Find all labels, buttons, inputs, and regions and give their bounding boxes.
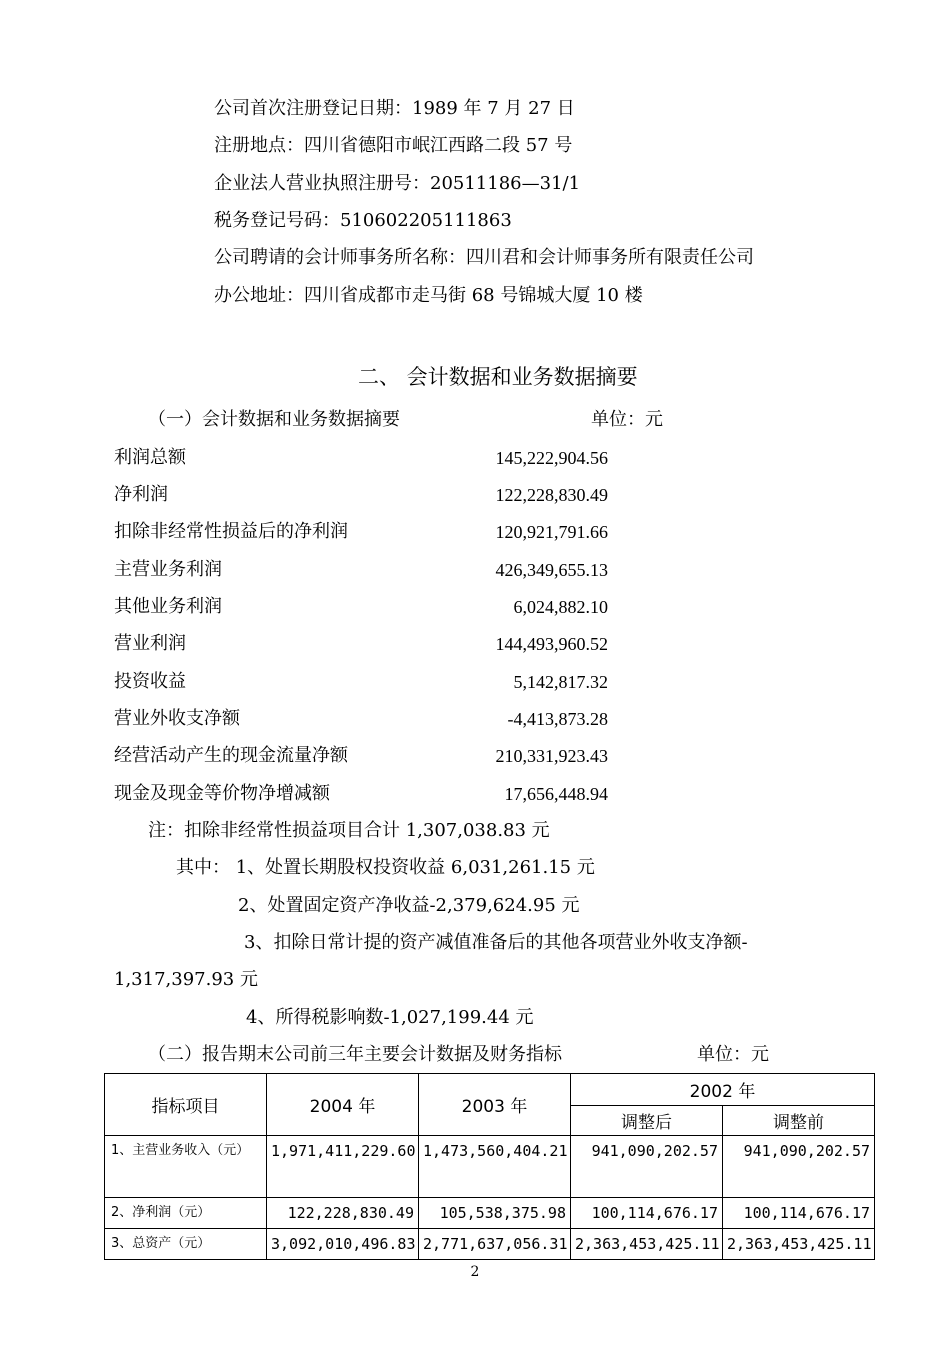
summary-label: 经营活动产生的现金流量净额 xyxy=(114,745,348,766)
summary-value: 120,921,791.66 xyxy=(495,522,608,542)
cell-2003: 2,771,637,056.31 xyxy=(419,1229,571,1260)
cell-2002-before: 941,090,202.57 xyxy=(723,1136,875,1198)
summary-label: 营业外收支净额 xyxy=(114,708,240,729)
summary-value: 6,024,882.10 xyxy=(513,597,608,617)
cell-2004: 122,228,830.49 xyxy=(267,1198,419,1229)
row-label: 1、主营业务收入（元） xyxy=(105,1136,267,1198)
note-item-4: 4、所得税影响数-1,027,199.44 元 xyxy=(246,1007,534,1028)
table-row xyxy=(105,1229,875,1260)
summary-label: 营业利润 xyxy=(114,633,186,654)
summary-label: 扣除非经常性损益后的净利润 xyxy=(114,521,348,542)
summary-label: 其他业务利润 xyxy=(114,596,222,617)
section-title: 二、 会计数据和业务数据摘要 xyxy=(358,365,638,389)
summary-label: 净利润 xyxy=(114,484,168,505)
summary-value: -4,413,873.28 xyxy=(507,709,608,729)
cell-2002-adjusted: 2,363,453,425.11 xyxy=(571,1229,723,1260)
subsection2-unit: 单位：元 xyxy=(697,1044,769,1065)
financial-indicators-table xyxy=(104,1073,875,1260)
subsection1-unit: 单位：元 xyxy=(591,409,663,430)
summary-value: 17,656,448.94 xyxy=(504,784,608,804)
table-row xyxy=(105,1136,875,1198)
summary-label: 现金及现金等价物净增减额 xyxy=(114,783,330,804)
note-item-2: 2、处置固定资产净收益-2,379,624.95 元 xyxy=(238,895,580,916)
header-adjusted: 调整后 xyxy=(571,1106,723,1136)
summary-value: 426,349,655.13 xyxy=(495,560,608,580)
summary-value: 122,228,830.49 xyxy=(495,485,608,505)
row-label: 2、净利润（元） xyxy=(105,1198,267,1229)
page-number: 2 xyxy=(470,1264,480,1280)
cell-2002-adjusted: 941,090,202.57 xyxy=(571,1136,723,1198)
row-label: 3、总资产（元） xyxy=(105,1229,267,1260)
header-2003: 2003 年 xyxy=(419,1074,571,1136)
business-license-number: 企业法人营业执照注册号：20511186—31/1 xyxy=(214,173,581,194)
tax-registration-number: 税务登记号码：510602205111863 xyxy=(214,210,512,231)
note-item-3: 3、扣除日常计提的资产减值准备后的其他各项营业外收支净额- xyxy=(244,932,748,953)
summary-value: 145,222,904.56 xyxy=(495,448,608,468)
summary-label: 投资收益 xyxy=(114,671,186,692)
registration-date: 公司首次注册登记日期：1989 年 7 月 27 日 xyxy=(214,98,575,119)
cell-2002-before: 100,114,676.17 xyxy=(723,1198,875,1229)
table-row xyxy=(105,1198,875,1229)
cell-2004: 1,971,411,229.60 xyxy=(267,1136,419,1198)
office-address: 办公地址：四川省成都市走马街 68 号锦城大厦 10 楼 xyxy=(214,285,643,306)
cell-2003: 105,538,375.98 xyxy=(419,1198,571,1229)
summary-value: 5,142,817.32 xyxy=(513,672,608,692)
summary-value: 210,331,923.43 xyxy=(495,746,608,766)
header-2004: 2004 年 xyxy=(267,1074,419,1136)
subsection1-title: （一）会计数据和业务数据摘要 xyxy=(148,409,400,430)
cell-2004: 3,092,010,496.83 xyxy=(267,1229,419,1260)
cell-2002-before: 2,363,453,425.11 xyxy=(723,1229,875,1260)
header-2002: 2002 年 xyxy=(571,1074,875,1106)
note-total: 注：扣除非经常性损益项目合计 1,307,038.83 元 xyxy=(148,820,550,841)
header-before-adjustment: 调整前 xyxy=(723,1106,875,1136)
cell-2002-adjusted: 100,114,676.17 xyxy=(571,1198,723,1229)
header-item: 指标项目 xyxy=(105,1074,267,1136)
cell-2003: 1,473,560,404.21 xyxy=(419,1136,571,1198)
summary-label: 利润总额 xyxy=(114,447,186,468)
registered-address: 注册地点：四川省德阳市岷江西路二段 57 号 xyxy=(214,135,573,156)
summary-value: 144,493,960.52 xyxy=(495,634,608,654)
note-item-3-continued: 1,317,397.93 元 xyxy=(114,969,258,990)
summary-label: 主营业务利润 xyxy=(114,559,222,580)
note-item-1: 其中： 1、处置长期股权投资收益 6,031,261.15 元 xyxy=(176,857,595,878)
subsection2-title: （二）报告期末公司前三年主要会计数据及财务指标 xyxy=(148,1044,562,1065)
accounting-firm-name: 公司聘请的会计师事务所名称：四川君和会计师事务所有限责任公司 xyxy=(214,247,754,268)
